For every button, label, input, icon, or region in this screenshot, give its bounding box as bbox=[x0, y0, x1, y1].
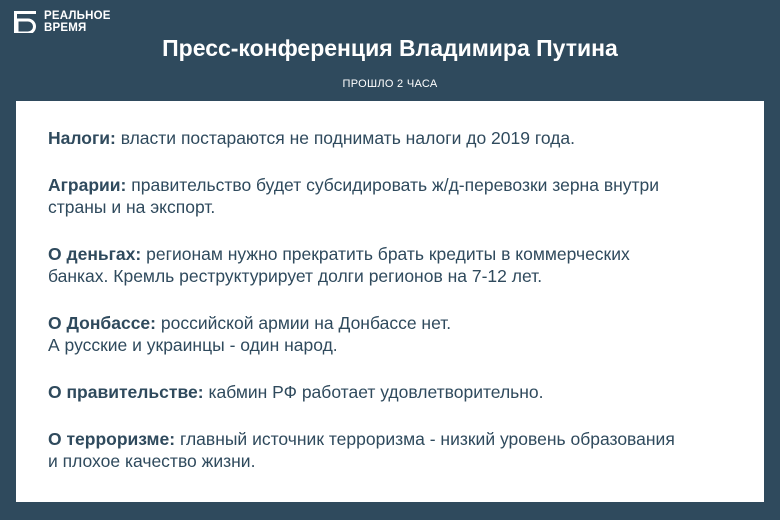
summary-item-donbass bbox=[48, 312, 748, 356]
summary-item-label: О деньгах: bbox=[48, 244, 142, 264]
summary-item-text: регионам нужно прекратить брать кредиты в коммерческих bbox=[146, 244, 630, 264]
summary-item-label: О Донбассе: bbox=[48, 313, 156, 333]
summary-item-label: О терроризме: bbox=[48, 429, 176, 449]
summary-item-text: кабмин РФ работает удовлетворительно. bbox=[208, 382, 544, 402]
summary-item-label: Налоги: bbox=[48, 128, 116, 148]
brand-logo-icon bbox=[14, 11, 38, 33]
summary-item-taxes bbox=[48, 127, 748, 149]
summary-item-text: главный источник терроризма - низкий уровень образования bbox=[179, 429, 675, 449]
summary-item-money bbox=[48, 243, 748, 287]
summary-item-label: Аграрии: bbox=[48, 175, 127, 195]
summary-item-text: банках. Кремль реструктурирует долги регионов на 7-12 лет. bbox=[48, 266, 543, 286]
page-title: Пресс-конференция Владимира Путина bbox=[162, 35, 618, 61]
summary-item-terrorism bbox=[48, 428, 748, 472]
summary-item-text: власти постараются не поднимать налоги до 2019 года. bbox=[120, 128, 575, 148]
summary-item-text: и плохое качество жизни. bbox=[48, 451, 256, 471]
brand-logo-line2: ВРЕМЯ bbox=[44, 22, 87, 34]
summary-item-text: правительство будет субсидировать ж/д-перевозки зерна внутри bbox=[131, 175, 660, 195]
summary-item-text: страны и на экспорт. bbox=[48, 197, 216, 217]
summary-item-label: О правительстве: bbox=[48, 382, 204, 402]
summary-item-text: российской армии на Донбассе нет. bbox=[160, 313, 452, 333]
summary-item-text: А русские и украинцы - один народ. bbox=[48, 335, 338, 355]
brand-logo[interactable] bbox=[14, 10, 111, 34]
summary-card bbox=[16, 101, 764, 502]
summary-item-farmers bbox=[48, 174, 748, 218]
brand-logo-line1: РЕАЛЬНОЕ bbox=[44, 10, 111, 22]
summary-item-government bbox=[48, 381, 748, 403]
elapsed-time-label: ПРОШЛО 2 ЧАСА bbox=[342, 78, 438, 90]
